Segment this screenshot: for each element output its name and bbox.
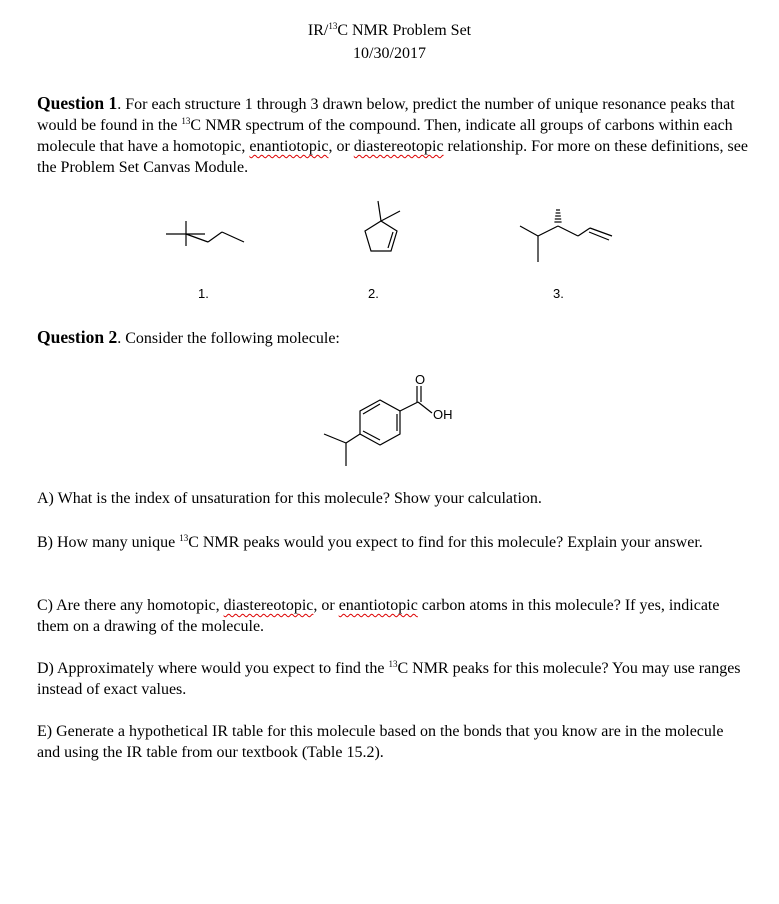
q2b-text-post: C NMR peaks would you expect to find for this molecule? Explain your answer. (188, 534, 703, 551)
question-2e: E) Generate a hypothetical IR table for this molecule based on the bonds that you know are in the molecule and using the IR table from our textbook (Table 15.2). (37, 723, 724, 761)
oxygen-atom-label: O (415, 372, 426, 387)
question-1-label: Question 1 (37, 93, 118, 113)
q2c-text-post: carbon atoms in this molecule? If yes, indicate them on a drawing of the molecule. (37, 597, 720, 635)
title-superscript: 13 (328, 21, 338, 31)
question-2c (37, 595, 749, 637)
q2d-text-post: C NMR peaks for this molecule? You may use ranges instead of exact values. (37, 660, 741, 698)
spellcheck-word-diastereotopic: diastereotopic (353, 138, 444, 155)
q2-intro: . Consider the following molecule: (117, 330, 340, 347)
spellcheck-word-enantiotopic-2: enantiotopic (338, 597, 418, 614)
q2c-text-mid: , or (313, 597, 339, 614)
q2c-text-pre: C) Are there any homotopic, (37, 597, 224, 614)
q2b-text-pre: B) How many unique (37, 534, 180, 551)
q1-text-a: . For each structure 1 through 3 drawn below, predict the number of unique resonance peaks that would be found in the (37, 96, 735, 134)
structure-1-drawing (160, 212, 250, 252)
q2b-superscript: 13 (179, 533, 189, 543)
q1-superscript: 13 (181, 116, 191, 126)
q1-text-b: C NMR spectrum of the compound. Then, indicate all groups of carbons within each molecule that have a homotopic, (37, 117, 733, 155)
q2d-superscript: 13 (388, 659, 398, 669)
q2d-text-pre: D) Approximately where would you expect to find the (37, 660, 389, 677)
question-2-text (37, 327, 749, 349)
question-2-label: Question 2 (37, 327, 118, 347)
structure-2-label: 2. (368, 286, 379, 301)
question-2b (37, 532, 749, 553)
hydroxyl-label: OH (433, 407, 453, 422)
question-2a: A) What is the index of unsaturation for this molecule? Show your calculation. (37, 490, 542, 507)
page-title (0, 22, 779, 40)
q1-text-c: , or (328, 138, 354, 155)
structure-3-drawing (516, 206, 616, 268)
question-2d (37, 658, 749, 700)
structure-3-label: 3. (553, 286, 564, 301)
spellcheck-word-enantiotopic: enantiotopic (249, 138, 329, 155)
structure-2-drawing (358, 197, 418, 261)
title-text: IR/ (307, 22, 329, 39)
question-2-molecule-drawing (320, 372, 460, 472)
page-date: 10/30/2017 (353, 45, 426, 62)
spellcheck-word-diastereotopic-2: diastereotopic (223, 597, 314, 614)
title-text-rest: C NMR Problem Set (337, 22, 472, 39)
q1-text-d: relationship. For more on these definitions, see the Problem Set Canvas Module. (37, 138, 748, 176)
structure-1-label: 1. (198, 286, 209, 301)
question-1-text (37, 93, 749, 178)
